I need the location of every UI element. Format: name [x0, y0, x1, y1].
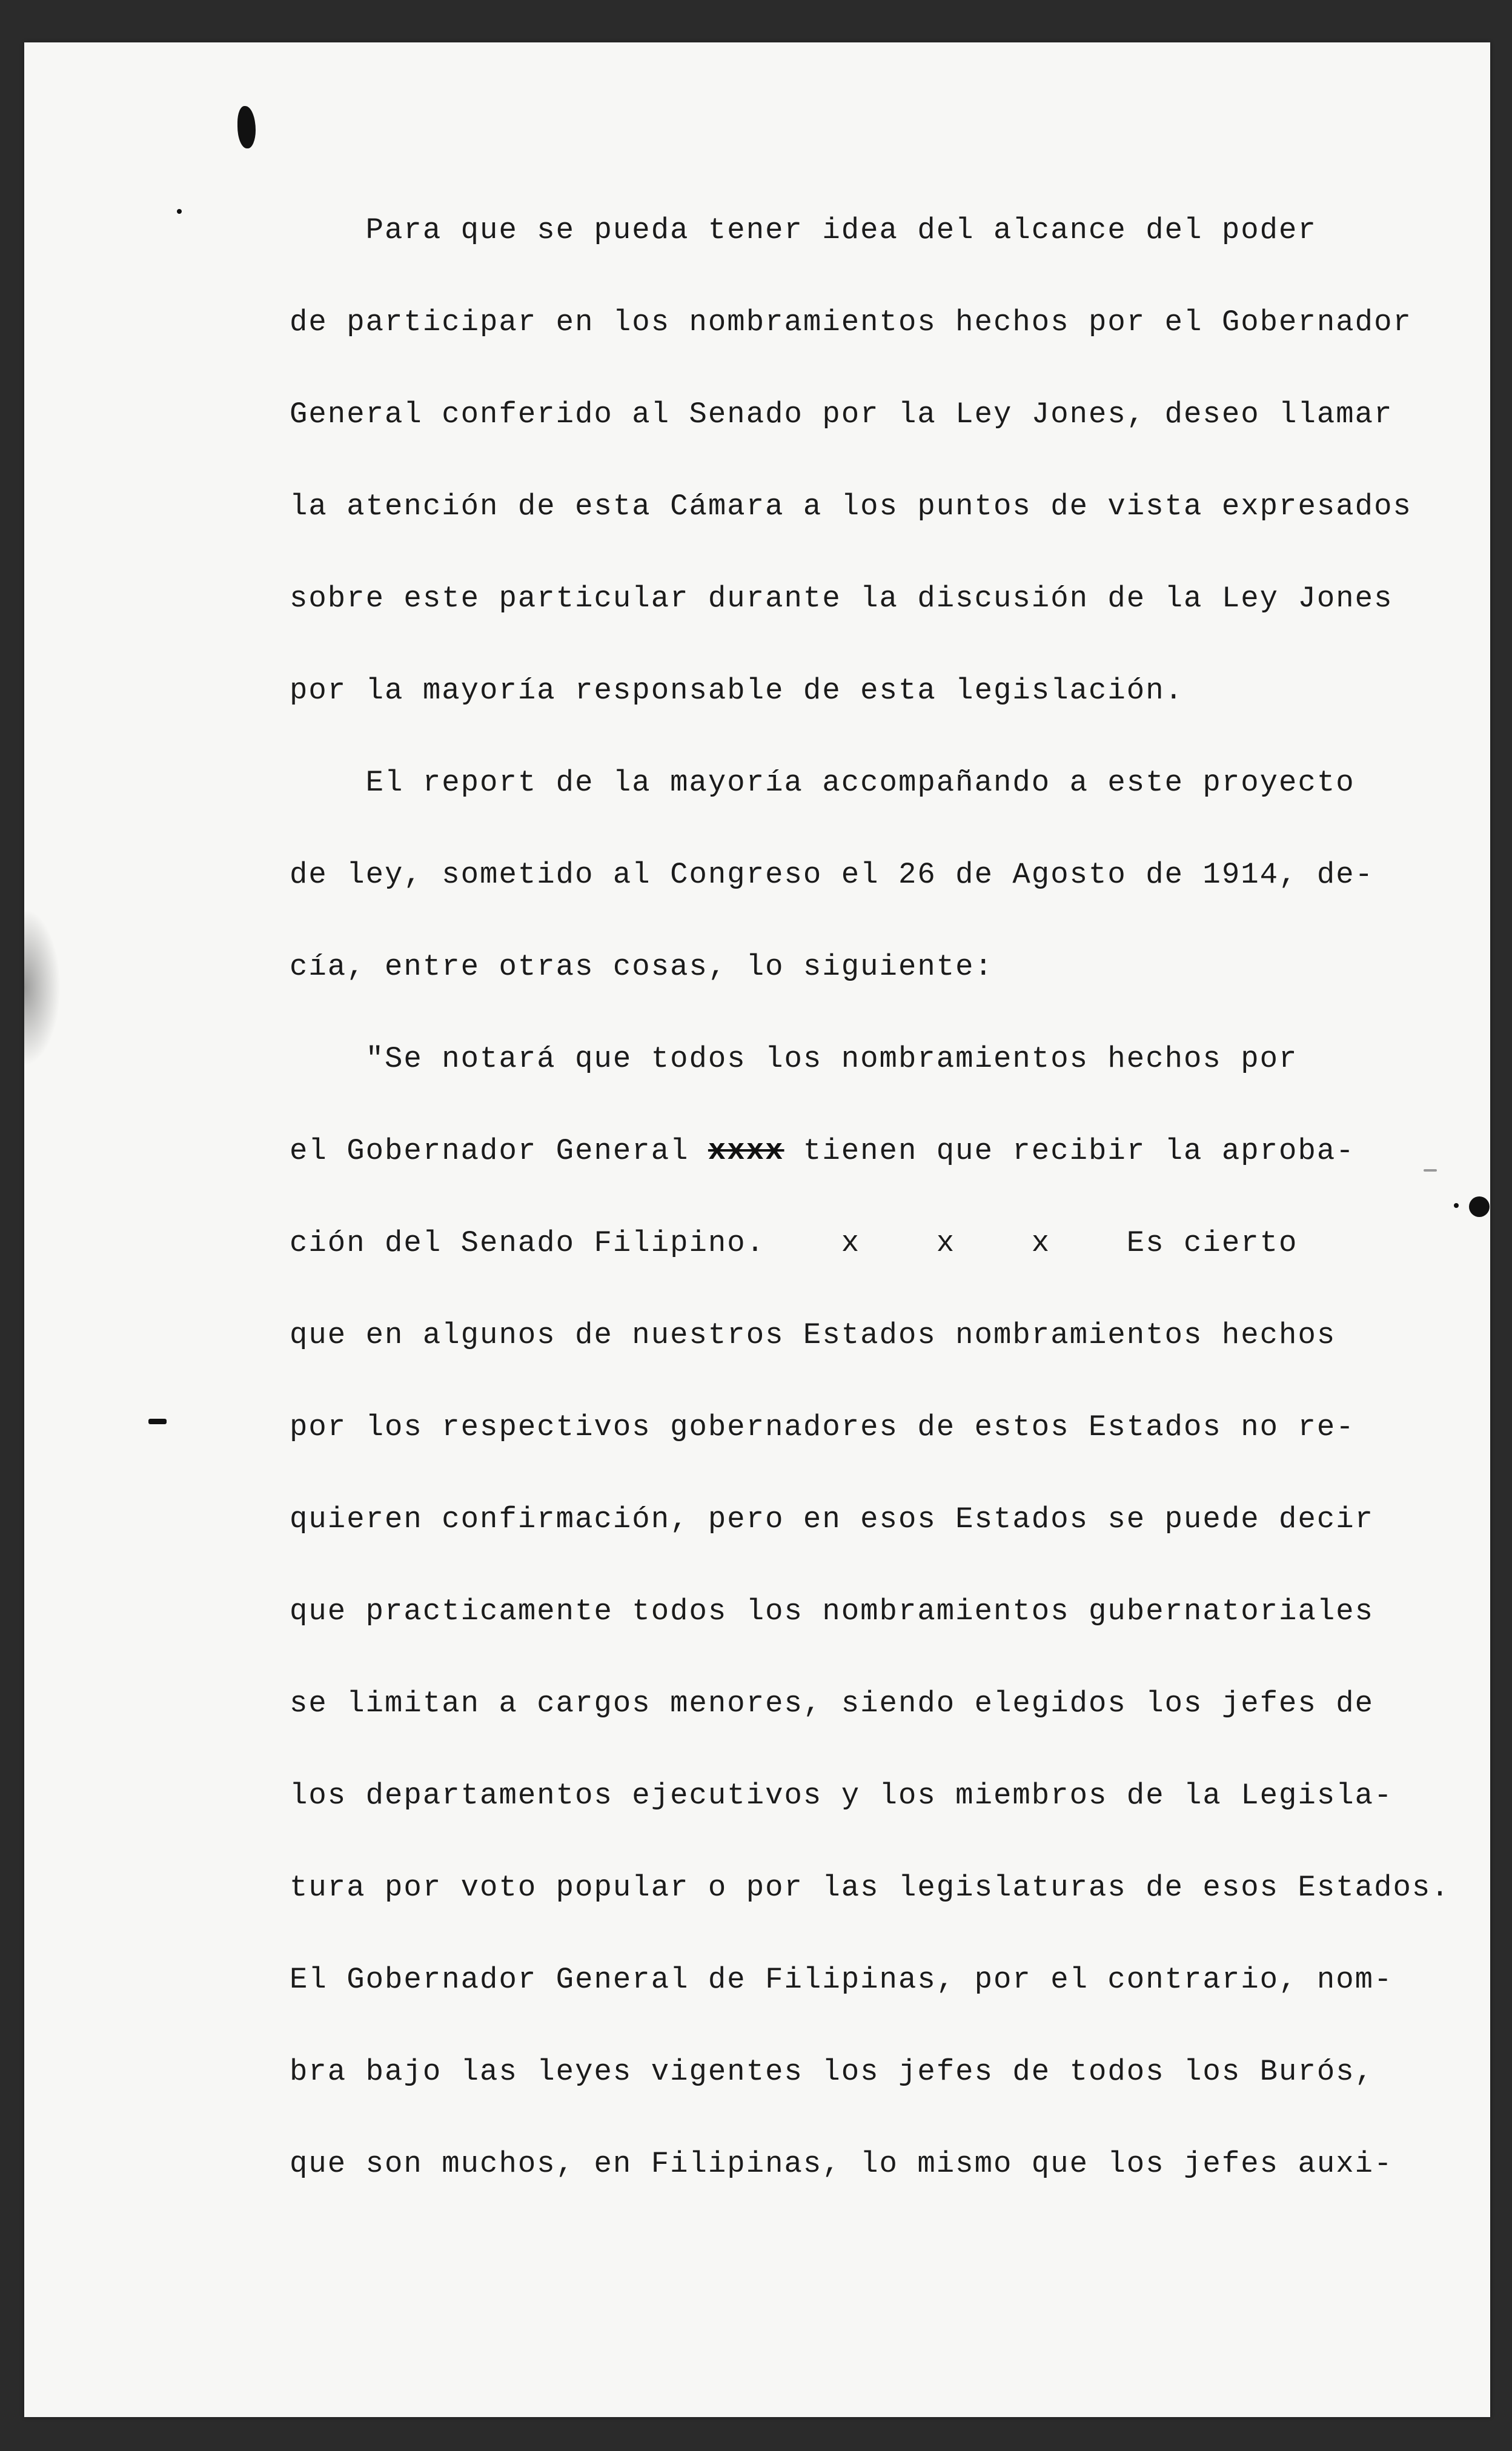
- text-line-with-strikeout: [290, 1133, 1355, 1169]
- text-line: tura por voto popular o por las legislaturas de esos Estados.: [290, 1871, 1450, 1905]
- ink-dash: [1424, 1169, 1437, 1172]
- text-line: sobre este particular durante la discusión de la Ley Jones: [290, 582, 1393, 615]
- struck-out-word: xxxx: [708, 1134, 784, 1168]
- text-line: que practicamente todos los nombramientos gubernatoriales: [290, 1594, 1374, 1628]
- text-segment: tienen que recibir la aproba-: [784, 1134, 1355, 1168]
- text-line: El report de la mayoría accompañando a este proyecto: [290, 766, 1355, 800]
- text-line: se limitan a cargos menores, siendo elegidos los jefes de: [290, 1687, 1374, 1720]
- text-line: General conferido al Senado por la Ley Jones, deseo llamar: [290, 397, 1393, 431]
- text-line: quieren confirmación, pero en esos Estados se puede decir: [290, 1502, 1374, 1536]
- text-line: por los respectivos gobernadores de estos Estados no re-: [290, 1410, 1355, 1444]
- text-line: El Gobernador General de Filipinas, por el contrario, nom-: [290, 1963, 1393, 1997]
- ink-dot: [1454, 1203, 1459, 1208]
- scan-smudge: [24, 909, 61, 1066]
- text-line: por la mayoría responsable de esta legislación.: [290, 674, 1184, 708]
- ink-dash: [148, 1419, 167, 1424]
- text-line: la atención de esta Cámara a los puntos de vista expresados: [290, 489, 1412, 523]
- text-line: de ley, sometido al Congreso el 26 de Agosto de 1914, de-: [290, 858, 1374, 892]
- text-line: Para que se pueda tener idea del alcance del poder: [290, 213, 1317, 247]
- text-line: de participar en los nombramientos hechos por el Gobernador: [290, 305, 1412, 339]
- text-segment: el Gobernador General: [290, 1134, 708, 1168]
- text-line: "Se notará que todos los nombramientos hechos por: [290, 1042, 1298, 1076]
- text-line: que en algunos de nuestros Estados nombramientos hechos: [290, 1318, 1336, 1352]
- text-line: ción del Senado Filipino. x x x Es cierto: [290, 1226, 1298, 1260]
- text-line: cía, entre otras cosas, lo siguiente:: [290, 950, 993, 984]
- text-line: que son muchos, en Filipinas, lo mismo que los jefes auxi-: [290, 2147, 1393, 2181]
- ink-blot: [1469, 1196, 1490, 1217]
- text-line: bra bajo las leyes vigentes los jefes de todos los Burós,: [290, 2055, 1374, 2089]
- text-line: los departamentos ejecutivos y los miembros de la Legisla-: [290, 1779, 1393, 1813]
- ink-dot: [177, 209, 182, 214]
